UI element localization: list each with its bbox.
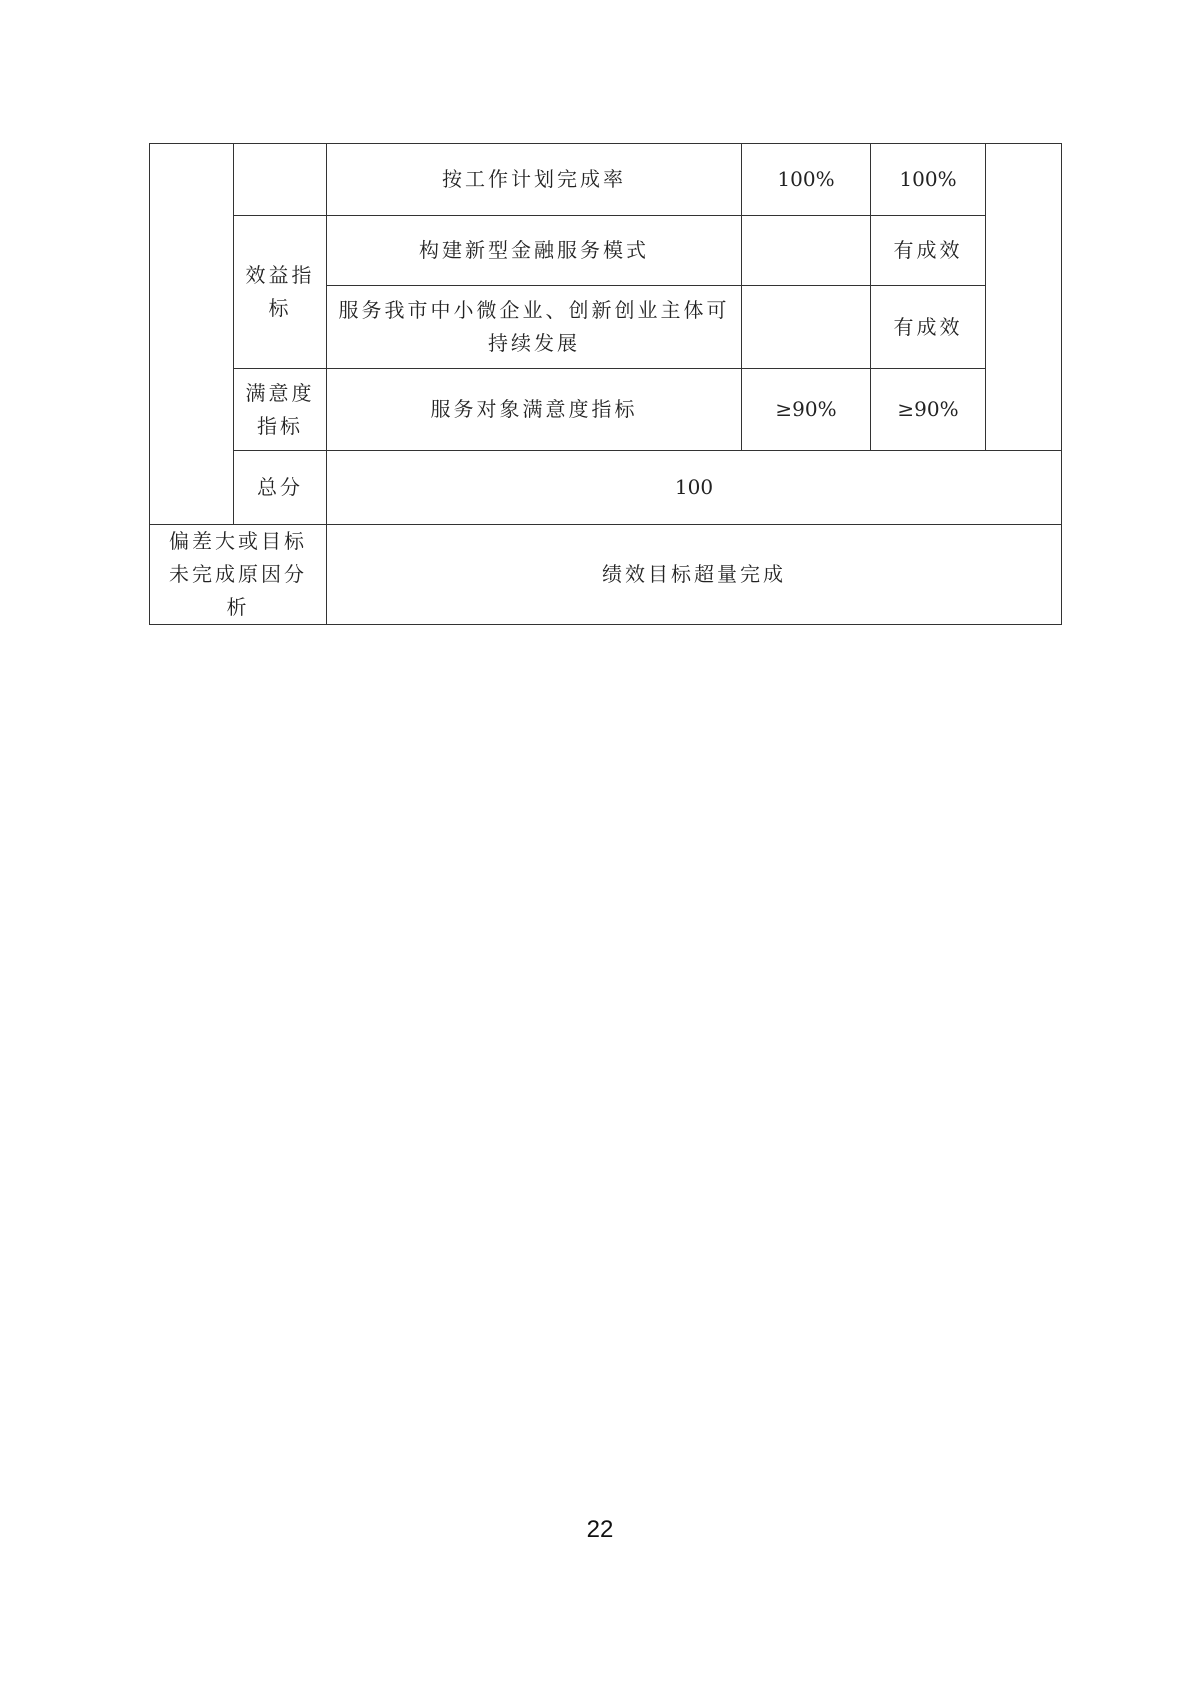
table-row <box>150 525 1062 625</box>
actual-value-cell: 有成效 <box>871 216 986 286</box>
blank-subcategory-cell <box>234 144 327 216</box>
page-number: 22 <box>586 1516 614 1543</box>
table-row <box>150 216 1062 286</box>
deviation-analysis-value: 绩效目标超量完成 <box>327 525 1062 625</box>
target-value-cell <box>742 286 871 369</box>
blank-score-cell <box>986 144 1062 451</box>
indicator-cell: 按工作计划完成率 <box>327 144 742 216</box>
performance-table <box>149 143 1062 625</box>
table-row <box>150 451 1062 525</box>
target-value-cell: ≥90% <box>742 369 871 451</box>
actual-value-cell: 100% <box>871 144 986 216</box>
table-row <box>150 369 1062 451</box>
indicator-cell: 构建新型金融服务模式 <box>327 216 742 286</box>
deviation-analysis-label: 偏差大或目标未完成原因分析 <box>150 525 327 625</box>
target-value-cell: 100% <box>742 144 871 216</box>
indicator-cell: 服务我市中小微企业、创新创业主体可持续发展 <box>327 286 742 369</box>
total-score-value: 100 <box>327 451 1062 525</box>
satisfaction-indicator-label: 满意度指标 <box>234 369 327 451</box>
target-value-cell <box>742 216 871 286</box>
actual-value-cell: 有成效 <box>871 286 986 369</box>
indicator-cell: 服务对象满意度指标 <box>327 369 742 451</box>
table-row <box>150 144 1062 216</box>
benefit-indicator-label: 效益指标 <box>234 216 327 369</box>
total-score-label: 总分 <box>234 451 327 525</box>
actual-value-cell: ≥90% <box>871 369 986 451</box>
blank-category-cell <box>150 144 234 525</box>
